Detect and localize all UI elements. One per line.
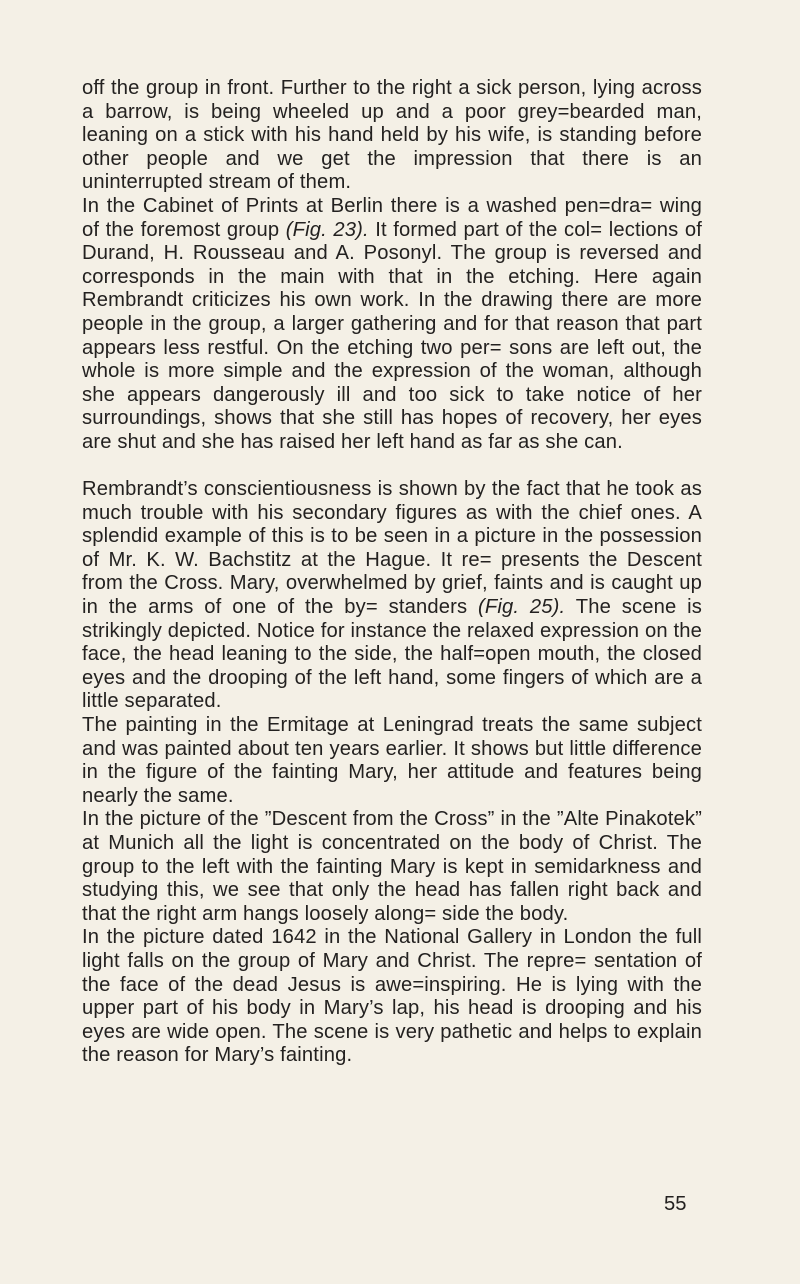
paragraph-2-text-after: It formed part of the col= lections of Durand, H. Rousseau and A. Posonyl. The group is reversed and corresponds in the main with that in the etching. Here again Rembrandt criticizes his own work. In the drawing there are more people in the group, a larger gathering and for that reason that part appears less restful. On the etching two per= sons are left out, the whole is more simple and the expression of the woman, although she appears dangerously ill and too sick to take notice of her surroundings, shows that she still has hopes of recovery, her eyes are shut and she has raised her left hand as far as she can. <box>82 218 702 453</box>
paragraph-5-text: In the picture of the ”Descent from the Cross” in the ”Alte Pinakotek” at Munich all the light is concentrated on the body of Christ. The group to the left with the fainting Mary is kept in semidarkness and studying this, we see that only the head has fallen right back and that the right arm hangs loosely along= side the body. <box>82 808 702 925</box>
page-number: 55 <box>664 1193 687 1215</box>
paragraph-6-text: In the picture dated 1642 in the National Gallery in London the full light falls on the group of Mary and Christ. The repre= sentation of the face of the dead Jesus is awe=inspiring. He is lying with the upper part of his body in Mary’s lap, his head is drooping and his eyes are wide open. The scene is very pathetic and helps to explain the reason for Mary’s fainting. <box>82 926 702 1067</box>
paragraph-4 <box>82 714 702 808</box>
paragraph-4-text: The painting in the Ermitage at Leningrad treats the same subject and was painted about ten years earlier. It shows but little difference in the figure of the fainting Mary, her attitude and features being nearly the same. <box>82 714 702 807</box>
paragraph-3 <box>82 478 702 714</box>
body-text <box>82 77 702 1068</box>
paragraph-2-text-before: In the Cabinet of Prints at Berlin there is a washed pen=dra= wing of the foremost group <box>82 194 702 241</box>
paragraph-1-text: off the group in front. Further to the right a sick person, lying across a barrow, is being wheeled up and a poor grey=bearded man, leaning on a stick with his hand held by his wife, is standing before other people and we get the impression that there is an uninterrupted stream of them. <box>82 77 702 194</box>
paragraph-3-text-before: Rembrandt’s conscientiousness is shown by the fact that he took as much trouble with his secondary figures as with the chief ones. A splendid example of this is to be seen in a picture in the possession of Mr. K. W. Bachstitz at the Hague. It re= presents the Descent from the Cross. Mary, overwhelmed by grief, faints and is caught up in the arms of one of the by= standers <box>82 478 702 619</box>
figure-reference-23: (Fig. 23). <box>285 218 369 241</box>
paragraph-3-text-after: The scene is strikingly depicted. Notice for instance the relaxed expression on the face, the head leaning to the side, the half=open mouth, the closed eyes and the drooping of the left hand, some fingers of which are a little separated. <box>82 596 702 713</box>
figure-reference-25: (Fig. 25). <box>478 596 566 619</box>
paragraph-6 <box>82 926 702 1068</box>
paragraph-2 <box>82 195 702 455</box>
paragraph-1 <box>82 77 702 195</box>
paragraph-5 <box>82 808 702 926</box>
paragraph-gap <box>82 455 702 479</box>
